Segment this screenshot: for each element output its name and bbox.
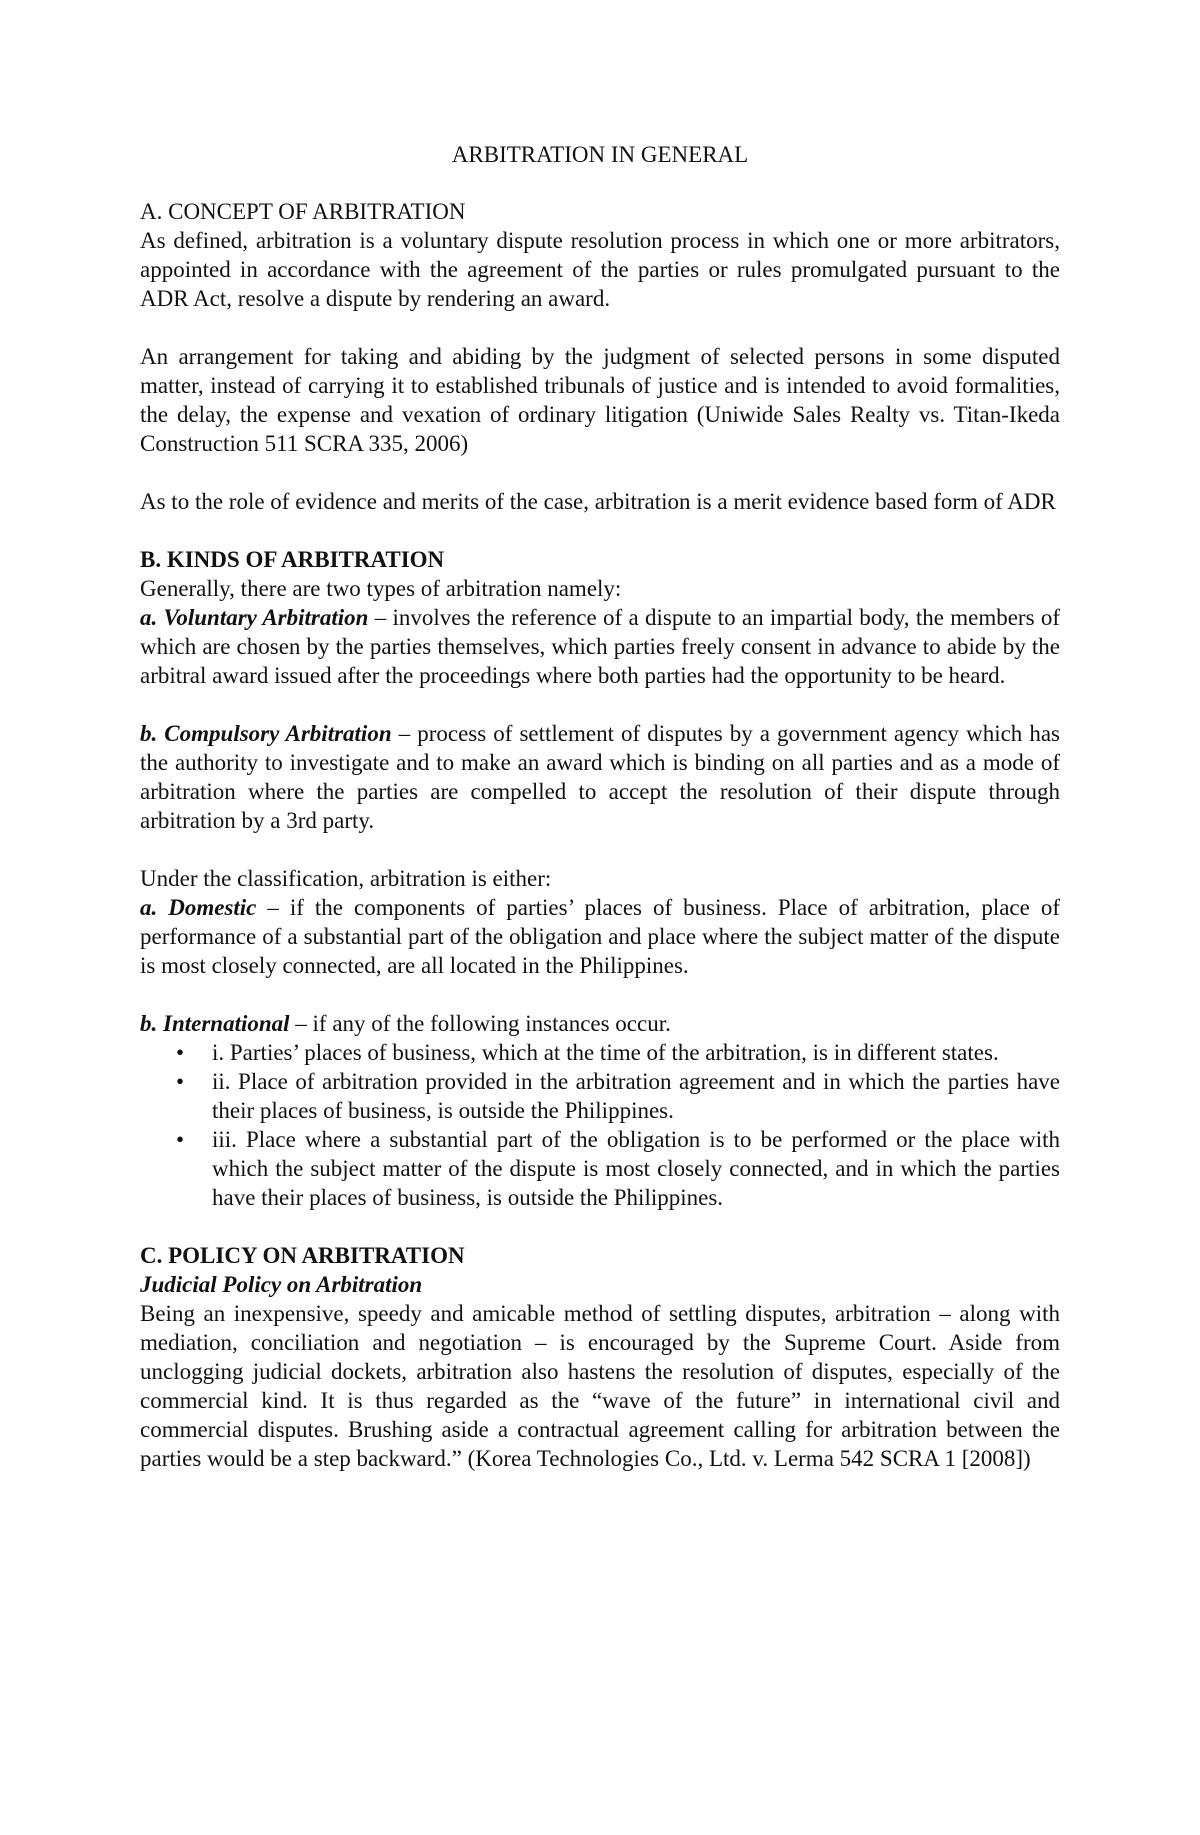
list-item [140, 1125, 1060, 1212]
judicial-policy-subheading: Judicial Policy on Arbitration [140, 1272, 423, 1297]
voluntary-arbitration-term: a. Voluntary Arbitration [140, 605, 369, 630]
international-term: b. International [140, 1011, 290, 1036]
kinds-intro: Generally, there are two types of arbitration namely: [140, 576, 622, 601]
concept-paragraph-2: An arrangement for taking and abiding by the judgment of selected persons in some disputed matter, instead of carrying it to established tribunals of justice and is intended to avoid formalities, the delay, the expense and vexation of ordinary litigation (Uniwide Sales Realty vs. Titan-Ikeda Construction 511 SCRA 335, 2006) [140, 344, 1060, 456]
instance-text: ii. Place of arbitration provided in the arbitration agreement and in which the parties have their places of business, is outside the Philippines. [212, 1069, 1060, 1123]
judicial-policy-paragraph: Being an inexpensive, speedy and amicable method of settling disputes, arbitration – along with mediation, conciliation and negotiation – is encouraged by the Supreme Court. Aside from unclogging judicial dockets, arbitration also hastens the resolution of disputes, especially of the commercial kind. It is thus regarded as the “wave of the future” in international civil and commercial disputes. Brushing aside a contractual agreement calling for arbitration between the parties would be a step backward.” (Korea Technologies Co., Ltd. v. Lerma 542 SCRA 1 [2008]) [140, 1301, 1060, 1471]
voluntary-arbitration-paragraph [140, 603, 1060, 690]
bullet-icon: • [176, 1040, 185, 1065]
bullet-icon: • [176, 1127, 185, 1152]
domestic-paragraph [140, 893, 1060, 980]
document-title: ARBITRATION IN GENERAL [451, 142, 749, 167]
international-paragraph [140, 1009, 1060, 1038]
compulsory-arbitration-paragraph [140, 719, 1060, 835]
voluntary-arbitration-text: – involves the reference of a dispute to an impartial body, the members of which are chosen by the parties themselves, which parties freely consent in advance to abide by the arbitral award issued after the proceedings where both parties had the opportunity to be heard. [140, 605, 1060, 688]
instance-text: iii. Place where a substantial part of the obligation is to be performed or the place with which the subject matter of the dispute is most closely connected, and in which the parties have their places of business, is outside the Philippines. [212, 1127, 1060, 1210]
domestic-term: a. Domestic [140, 895, 257, 920]
bullet-icon: • [176, 1069, 185, 1094]
instance-text: i. Parties’ places of business, which at the time of the arbitration, is in different states. [212, 1040, 999, 1065]
list-item [140, 1067, 1060, 1125]
section-b-heading: B. KINDS OF ARBITRATION [140, 547, 445, 572]
section-a-heading: A. CONCEPT OF ARBITRATION [140, 199, 466, 224]
concept-paragraph-1: As defined, arbitration is a voluntary dispute resolution process in which one or more arbitrators, appointed in accordance with the agreement of the parties or rules promulgated pursuant to the ADR Act, resolve a dispute by rendering an award. [140, 228, 1060, 311]
compulsory-arbitration-term: b. Compulsory Arbitration [140, 721, 392, 746]
compulsory-arbitration-text: – process of settlement of disputes by a government agency which has the authority to investigate and to make an award which is binding on all parties and as a mode of arbitration where the parties are compelled to accept the resolution of their dispute through arbitration by a 3rd party. [140, 721, 1060, 833]
list-item [140, 1038, 1060, 1067]
section-c-heading: C. POLICY ON ARBITRATION [140, 1243, 465, 1268]
international-instances-list [140, 1038, 1060, 1212]
classification-intro: Under the classification, arbitration is either: [140, 866, 552, 891]
concept-paragraph-3: As to the role of evidence and merits of the case, arbitration is a merit evidence based form of ADR [140, 489, 1056, 514]
international-text: – if any of the following instances occur. [289, 1011, 671, 1036]
domestic-text: – if the components of parties’ places of business. Place of arbitration, place of performance of a substantial part of the obligation and place where the subject matter of the dispute is most closely connected, are all located in the Philippines. [140, 895, 1060, 978]
